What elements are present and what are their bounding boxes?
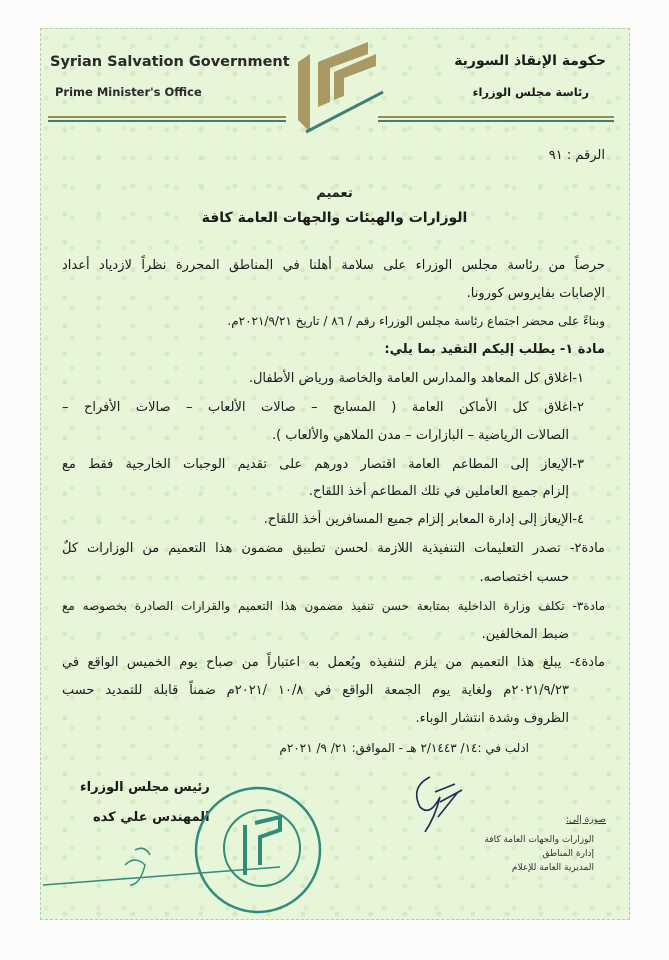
intro-line-2: الإصابات بفايروس كورونا. [466, 286, 605, 301]
item-2-line-2: الصالات الرياضية – البازارات – مدن الملاهي والألعاب ). [271, 428, 569, 443]
copy-item: إدارة المناطق [542, 849, 594, 859]
article-2-line-1: مادة٢- تصدر التعليمات التنفيذية اللازمة لحسن تطبيق مضمون هذا التعميم من الوزارات كلٌ [62, 541, 605, 556]
header-ar-subtitle: رئاسة مجلس الوزراء [472, 85, 589, 99]
item-4: ٤-الإيعاز إلى إدارة المعابر إلزام جميع المسافرين أخذ اللقاح. [263, 512, 584, 527]
signature [410, 772, 470, 832]
article-3-line-1: مادة٣- تكلف وزارة الداخلية بمتابعة حسن تنفيذ مضمون هذا التعميم والقرارات الصادرة بخصوصه مع [62, 599, 605, 613]
addressee: الوزارات والهيئات والجهات العامة كافة [201, 210, 468, 226]
copy-item: المديرية العامة للإعلام [511, 863, 594, 873]
signatory-name: المهندس علي كده [93, 810, 210, 825]
intro-line-1: حرصاً من رئاسة مجلس الوزراء على سلامة أهلنا في المناطق المحررة نظراً لازدياد أعداد [62, 258, 605, 273]
header-rule-left-2 [48, 120, 286, 122]
article-1: مادة ١- يطلب إليكم التقيد بما يلي: [384, 342, 605, 357]
basis-line: وبناءً على محضر اجتماع رئاسة مجلس الوزراء رقم / ٨٦ / تاريخ ٢٠٢١/٩/٢١م. [227, 314, 605, 328]
official-stamp [40, 755, 340, 925]
item-3-line-1: ٣-الإيعاز إلى المطاعم العامة اقتصار دورهم على تقديم الوجبات الخارجية فقط مع [62, 457, 584, 472]
copy-item: الوزارات والجهات العامة كافة [484, 835, 594, 845]
header-rule-left [48, 116, 286, 118]
item-1: ١-اغلاق كل المعاهد والمدارس العامة والخاصة ورياض الأطفال. [248, 371, 584, 386]
article-3-line-2: ضبط المخالفين. [481, 627, 569, 642]
government-logo [288, 32, 388, 138]
date-line: ادلب في :١٤/ ٢/١٤٤٣ هـ - الموافق: ٢١/ ٩/ ٢٠٢١م [279, 741, 529, 755]
header-rule-right [378, 116, 614, 118]
article-4-line-1: مادة٤- يبلغ هذا التعميم من يلزم لتنفيذه ويُعمل به اعتباراً من صباح يوم الخميس الواقع في [62, 655, 605, 670]
article-4-line-3: الظروف وشدة انتشار الوباء. [415, 711, 569, 726]
header-en-title: Syrian Salvation Government [50, 54, 290, 70]
item-2-line-1: ٢-اغلاق كل الأماكن العامة ( المسابح – صالات الألعاب – صالات الأفراح – [62, 400, 584, 415]
document-title: تعميم [316, 186, 353, 201]
header-en-subtitle: Prime Minister's Office [55, 85, 202, 99]
article-4-line-2: ٢٠٢١/٩/٢٣م ولغاية يوم الجمعة الواقع في ١٠/٨ /٢٠٢١م ضمناً قابلة للتمديد حسب [62, 683, 569, 698]
signatory-position: رئيس مجلس الوزراء [80, 780, 210, 795]
reference-number: الرقم : ٩١ [548, 148, 605, 163]
header-rule-right-2 [378, 120, 614, 122]
article-2-line-2: حسب اختصاصه. [479, 570, 569, 585]
header-ar-title: حكومة الإنقاذ السورية [454, 53, 606, 69]
item-3-line-2: إلزام جميع العاملين في تلك المطاعم أخذ اللقاح. [308, 484, 569, 499]
copies-heading: صورة إلى: [566, 815, 606, 825]
